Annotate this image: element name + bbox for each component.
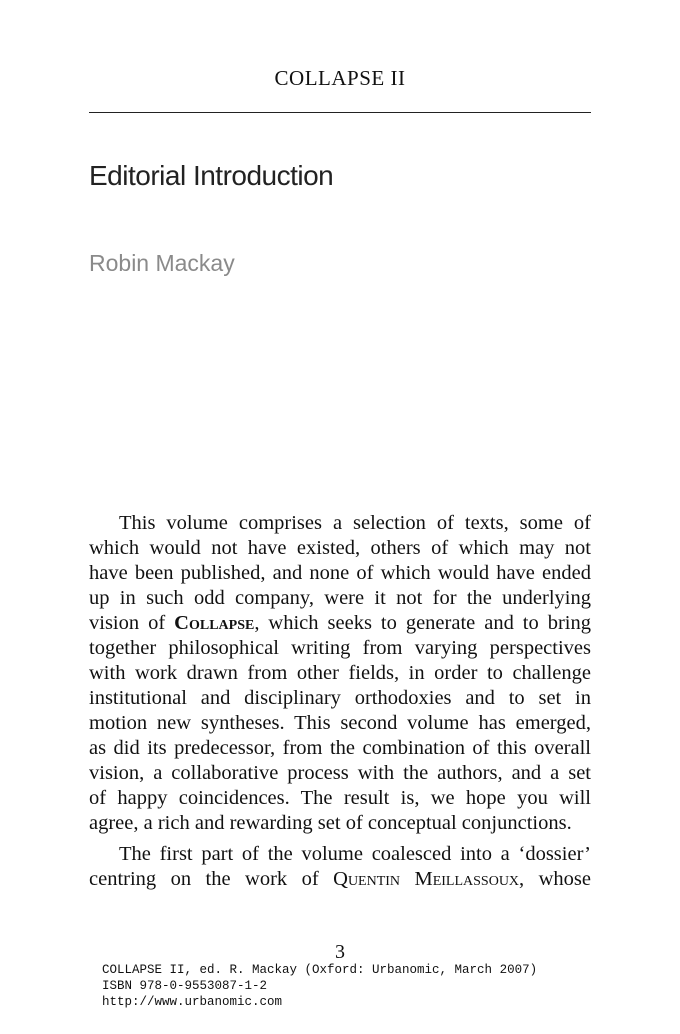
text-line: with work drawn from other fields, in order to challenge — [89, 662, 591, 684]
footer-isbn: ISBN 978-0-9553087-1-2 — [102, 979, 268, 993]
page-number: 3 — [335, 941, 345, 963]
text-line: of happy coincidences. The result is, we hope you will — [89, 787, 591, 809]
text-line: have been published, and none of which would have ended — [89, 562, 591, 584]
text-fragment: , whose — [519, 868, 591, 890]
text-line: up in such odd company, were it not for the underlying — [89, 587, 591, 609]
chapter-title: Editorial Introduction — [89, 160, 334, 191]
text-line: together philosophical writing from varying perspectives — [89, 637, 591, 659]
text-line: agree, a rich and rewarding set of conceptual conjunctions. — [89, 812, 572, 834]
paragraph-2 — [89, 842, 591, 892]
paragraph-1 — [89, 511, 591, 836]
text-fragment: , which seeks to generate and to bring — [254, 612, 592, 634]
text-line: vision, a collaborative process with the authors, and a set — [89, 762, 591, 784]
text-line: This volume comprises a selection of texts, some of — [119, 512, 591, 534]
footer-citation: COLLAPSE II, ed. R. Mackay (Oxford: Urbanomic, March 2007) — [102, 963, 538, 977]
text-fragment: vision of — [89, 612, 175, 634]
footer-url[interactable]: http://www.urbanomic.com — [102, 995, 283, 1009]
footer-citation-block — [102, 962, 537, 1010]
text-line: The first part of the volume coalesced into a ‘dossier’ — [119, 843, 591, 865]
text-line: institutional and disciplinary orthodoxies and to set in — [89, 687, 591, 709]
text-fragment: centring on the work of — [89, 868, 334, 890]
text-line — [89, 867, 591, 892]
journal-name: Collapse — [174, 612, 255, 634]
body-text — [89, 511, 591, 892]
header-rule — [89, 112, 591, 113]
chapter-author: Robin Mackay — [89, 250, 235, 276]
text-line: as did its predecessor, from the combination of this overall — [89, 737, 591, 759]
text-line: which would not have existed, others of which may not — [89, 537, 591, 559]
author-name: Quentin Meillassoux — [333, 868, 520, 890]
text-line — [89, 611, 591, 636]
text-line: motion new syntheses. This second volume has emerged, — [89, 712, 591, 734]
running-head: COLLAPSE II — [274, 66, 406, 90]
